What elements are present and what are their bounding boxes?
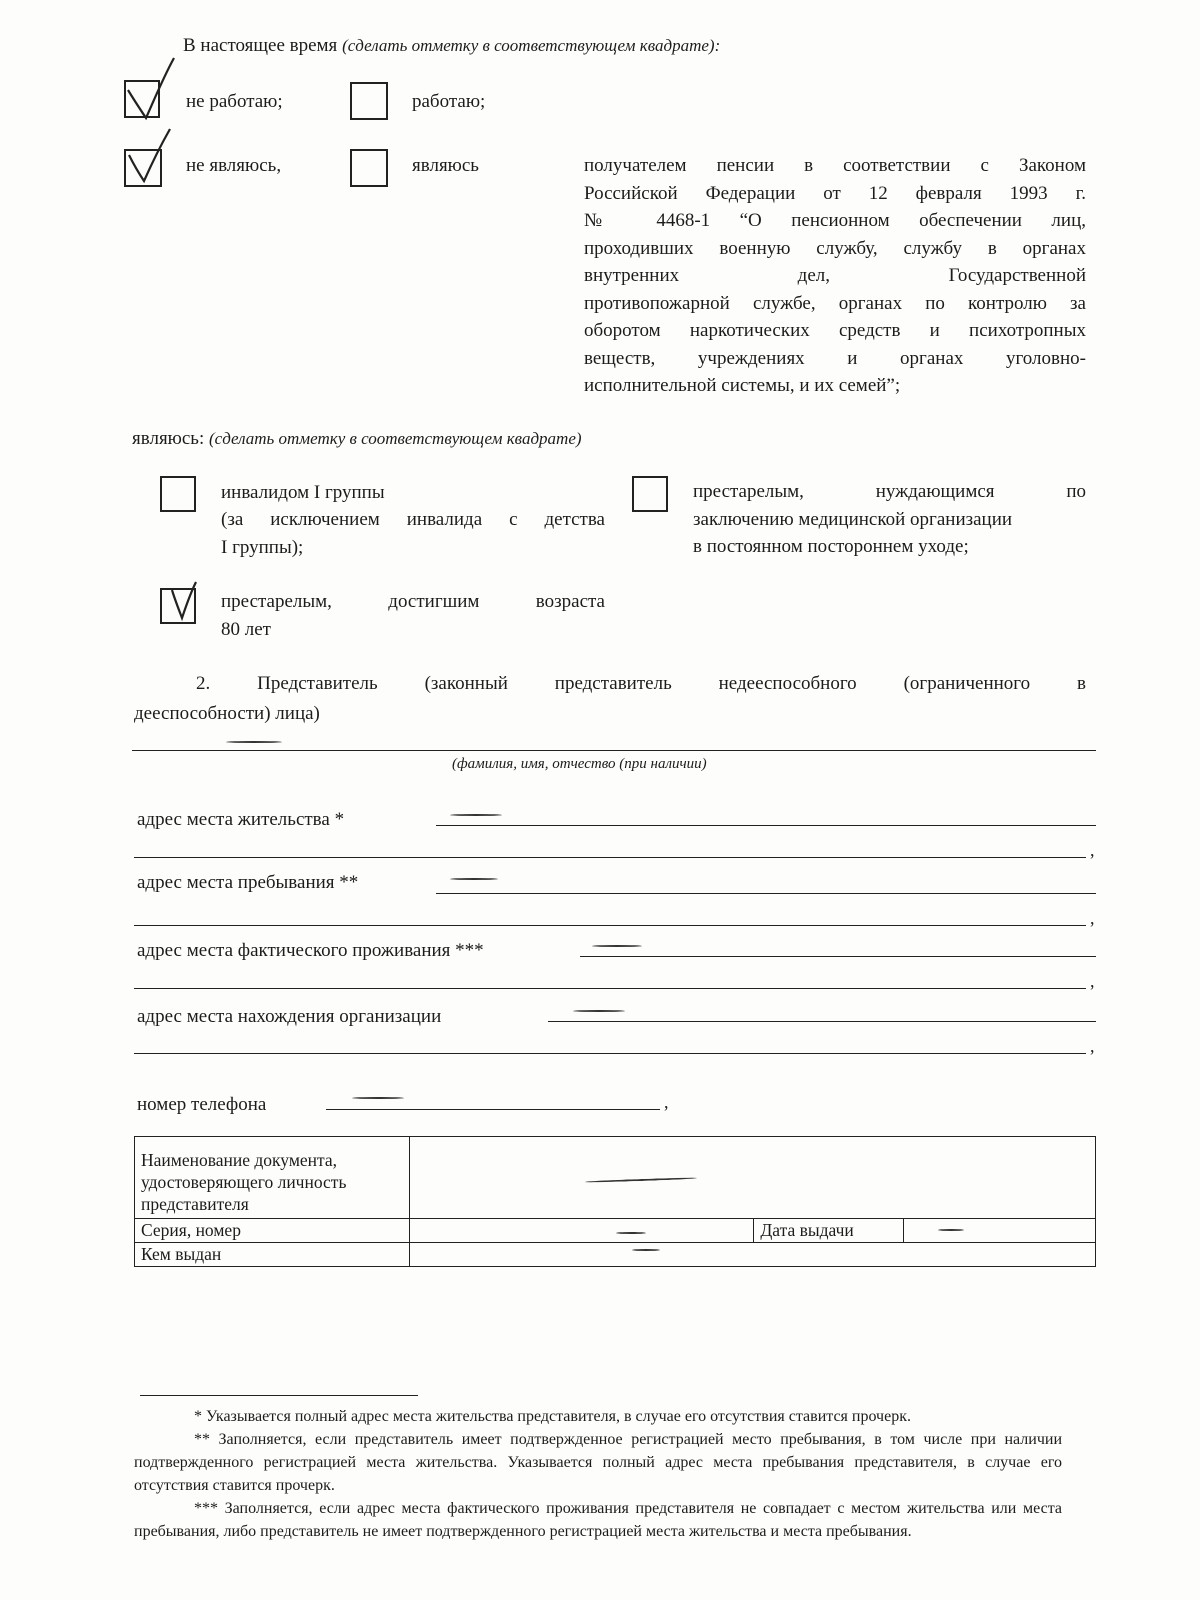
elderly-80-label: престарелым, достигшим возраста 80 лет [221, 591, 605, 640]
doc-name-label: Наименование документа, удостоверяющего личность представителя [135, 1137, 410, 1219]
stay-line-2[interactable] [134, 925, 1086, 926]
residence-line[interactable] [436, 825, 1096, 826]
dash-mark [352, 1097, 404, 1099]
pensioner-label: являюсь [412, 155, 479, 176]
footnote-2: ** Заполняется, если представитель имеет подтвержденное регистрацией место пребывания, в том числе при наличии подтвержденного регистрацией места жительства. Указывается полный адрес места пребывания представителя, в случае его отсутствия ставится прочерк. [134, 1431, 1062, 1494]
org-address-line[interactable] [548, 1021, 1096, 1022]
actual-address-label: адрес места фактического проживания *** [137, 940, 484, 961]
not-working-label: не работаю; [186, 91, 283, 112]
elderly-80-checkbox[interactable] [160, 588, 196, 624]
id-document-table [134, 1136, 1096, 1267]
org-address-line-2[interactable] [134, 1053, 1086, 1054]
doc-name-value[interactable] [409, 1137, 1095, 1219]
dash-mark [226, 741, 282, 743]
phone-label: номер телефона [137, 1094, 267, 1115]
representative-heading: 2. Представитель (законный представитель недееспособного (ограниченного в [196, 673, 1086, 694]
not-pensioner-label: не являюсь, [186, 155, 282, 176]
residence-label: адрес места жительства * [137, 809, 345, 830]
dash-mark [450, 814, 502, 816]
pensioner-checkbox[interactable] [350, 149, 388, 187]
stay-label: адрес места пребывания ** [137, 872, 359, 893]
actual-address-line-2[interactable] [134, 988, 1086, 989]
issued-by-value[interactable] [409, 1243, 1095, 1267]
disabled-group1-label: инвалидом I группы (за исключением инвалида с детства I группы); [221, 482, 605, 558]
disabled-group1-checkbox[interactable] [160, 476, 196, 512]
working-label: работаю; [412, 91, 486, 112]
dash-mark [938, 1229, 964, 1231]
footnote-1: * Указывается полный адрес места жительства представителя, в случае его отсутствия ставится прочерк. [194, 1408, 911, 1425]
not-pensioner-checkbox[interactable] [124, 149, 162, 187]
not-working-checkbox[interactable] [124, 80, 160, 118]
footnote-separator [140, 1395, 418, 1396]
phone-line[interactable] [326, 1109, 660, 1110]
fio-caption: (фамилия, имя, отчество (при наличии) [452, 756, 707, 772]
footnote-3: *** Заполняется, если адрес места фактического проживания представителя не совпадает с местом жительства или места пребывания, либо представитель не имеет подтвержденного регистрацией места жительства и места пребывания. [134, 1500, 1062, 1540]
checkmark-icon [124, 125, 174, 195]
pension-law-text: получателем пенсии в соответствии с Законом Российской Федерации от 12 февраля 1993 г. № 4468-1 “О пенсионном обеспечении лиц, проходивших военную службу, службу в органах внутренних дел, Государственной противопожарной службе, органах по контролю за оборотом наркотических средств и психотропных веществ, учреждениях и органах уголовно- исполнительной системы, и их семей”; [584, 155, 1086, 396]
fio-line[interactable] [132, 750, 1096, 751]
status-intro: В настоящее время (сделать отметку в соответствующем квадрате): [183, 35, 721, 56]
issue-date-label: Дата выдачи [754, 1219, 904, 1243]
residence-line-2[interactable] [134, 857, 1086, 858]
checkmark-icon [124, 56, 174, 126]
elderly-care-label: престарелым, нуждающимся по заключению медицинской организации в постоянном постороннем уходе; [693, 481, 1086, 557]
org-address-label: адрес места нахождения организации [137, 1006, 442, 1027]
representative-heading-cont: дееспособности) лица) [134, 703, 320, 724]
dash-mark [632, 1249, 660, 1251]
dash-mark [573, 1010, 625, 1012]
issued-by-label: Кем выдан [135, 1243, 410, 1267]
checkmark-icon [166, 576, 206, 636]
issue-date-value[interactable] [904, 1219, 1096, 1243]
elderly-care-checkbox[interactable] [632, 476, 668, 512]
dash-mark [585, 1177, 697, 1183]
dash-mark [616, 1232, 646, 1234]
series-label: Серия, номер [135, 1219, 410, 1243]
footnotes [134, 1405, 1062, 1543]
actual-address-line[interactable] [580, 956, 1096, 957]
series-value[interactable] [409, 1219, 754, 1243]
category-intro: являюсь: (сделать отметку в соответствующем квадрате) [132, 428, 582, 449]
working-checkbox[interactable] [350, 82, 388, 120]
dash-mark [592, 945, 642, 947]
dash-mark [450, 878, 498, 880]
stay-line[interactable] [436, 893, 1096, 894]
